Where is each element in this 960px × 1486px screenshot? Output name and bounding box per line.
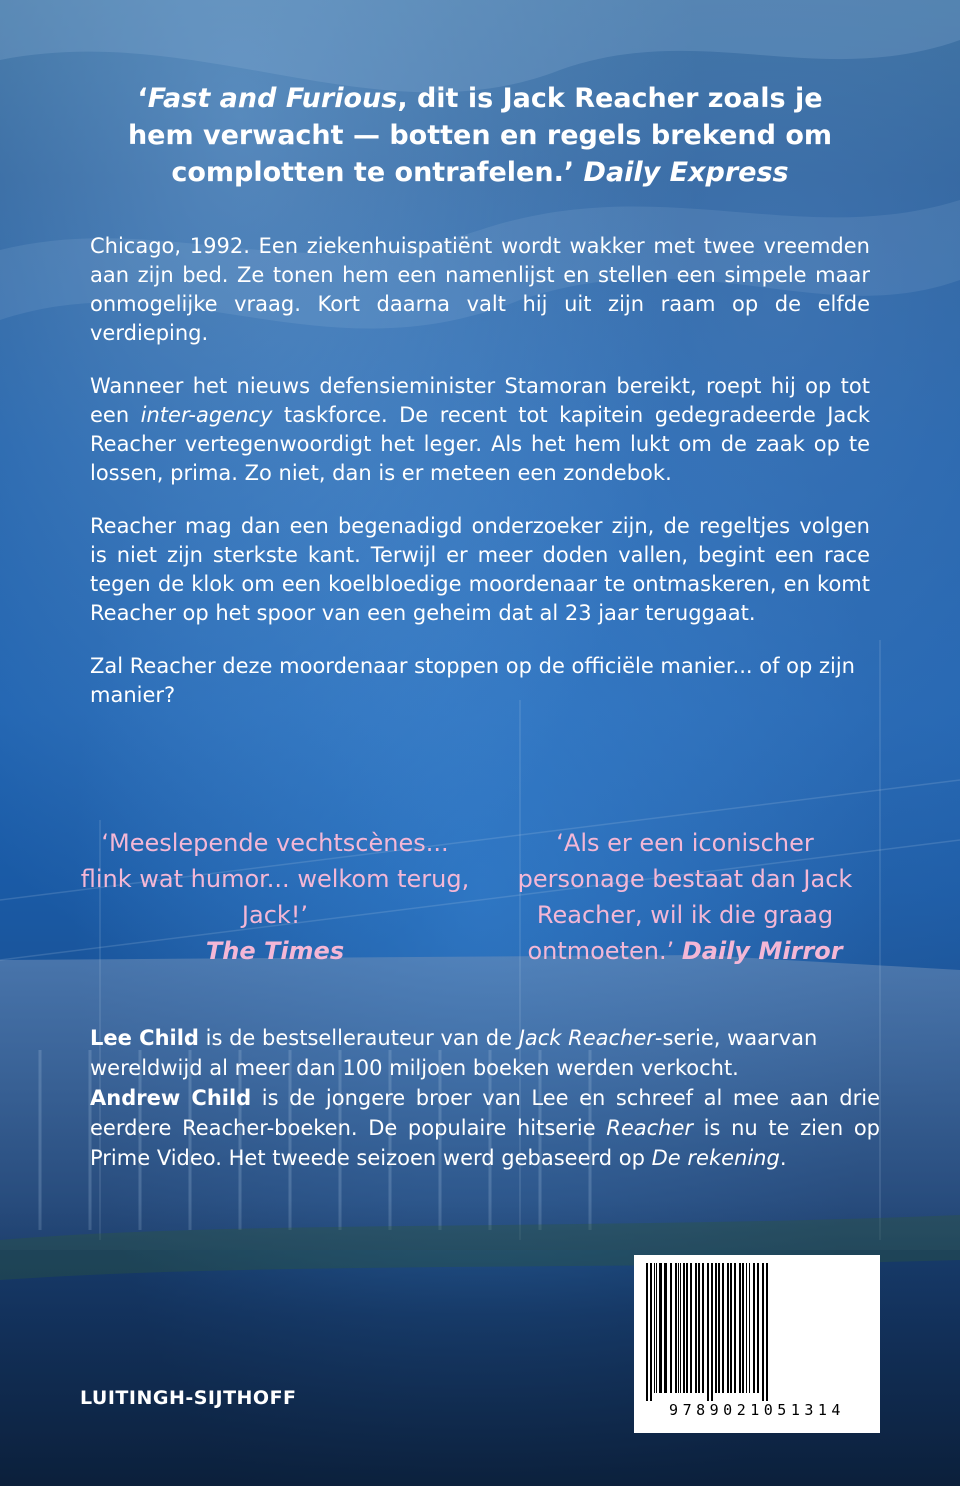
bio-text: -serie, waarvan wereldwijd al meer dan 100 miljoen boeken werden verkocht. <box>90 1026 818 1080</box>
barcode-bar <box>664 1263 667 1393</box>
barcode-bar <box>739 1263 741 1393</box>
pull-quote-source: The Times <box>205 937 345 965</box>
barcode-bar <box>727 1263 729 1393</box>
barcode-bar <box>722 1263 724 1393</box>
barcode-bar <box>683 1263 685 1393</box>
series-title: Jack Reacher <box>518 1026 655 1050</box>
barcode-bar <box>718 1263 720 1393</box>
barcode-bar <box>695 1263 697 1393</box>
barcode-bars <box>644 1263 870 1401</box>
barcode-bar <box>730 1263 732 1393</box>
synopsis <box>90 232 870 734</box>
top-quote-source: Daily Express <box>583 157 789 188</box>
barcode-bar <box>690 1263 692 1393</box>
author-bio-andrew <box>90 1083 880 1173</box>
top-quote-title: Fast and Furious <box>147 83 398 114</box>
publisher-logo: LUITINGH-SIJTHOFF <box>80 1387 297 1409</box>
barcode-bar <box>749 1263 750 1393</box>
show-title: Reacher <box>606 1116 694 1140</box>
barcode-bar <box>698 1263 700 1393</box>
barcode-bar <box>715 1263 717 1393</box>
synopsis-paragraph-2-italic: inter-agency <box>140 403 273 427</box>
barcode-bar <box>757 1263 759 1393</box>
barcode-bar <box>746 1263 747 1393</box>
barcode-bar <box>678 1263 679 1393</box>
pull-quote-text: ‘Als er een iconischer personage bestaat dan Jack Reacher, wil ik die graag ontmoeten.’ <box>517 829 853 965</box>
barcode-bar <box>646 1263 648 1401</box>
synopsis-paragraph-3: Reacher mag dan een begenadigd onderzoeker zijn, de regeltjes volgen is niet zijn sterkste kant. Terwijl er meer doden vallen, begint een race tegen de klok om een koelbloedige moordenaar te ontmaskeren, en komt Reacher op het spoor van een geheim dat al 23 jaar teruggaat. <box>90 514 870 625</box>
synopsis-paragraph-2 <box>90 372 870 488</box>
bio-text: . <box>779 1146 787 1170</box>
barcode-bar <box>680 1263 681 1393</box>
barcode-bar <box>753 1263 755 1393</box>
barcode-bar <box>650 1263 652 1401</box>
barcode-bar <box>711 1263 713 1401</box>
author-name: Lee Child <box>90 1026 199 1050</box>
pull-quote-source: Daily Mirror <box>681 937 843 965</box>
synopsis-paragraph-2-text-after: taskforce. De recent tot kapitein gedegradeerde Jack Reacher vertegenwoordigt het leger. Als het hem lukt om de zaak op te lossen, prima. Zo niet, dan is er meteen een zondebok. <box>90 403 870 485</box>
barcode-bar <box>742 1263 744 1393</box>
barcode-bar <box>659 1263 662 1393</box>
barcode-bar <box>686 1263 688 1393</box>
book-title: De rekening <box>651 1146 780 1170</box>
isbn-number: 9789021051314 <box>669 1401 845 1419</box>
synopsis-paragraph-1: Chicago, 1992. Een ziekenhuispatiënt wordt wakker met twee vreemden aan zijn bed. Ze tonen hem een namenlijst en stellen een simpele maar onmogelijke vraag. Kort daarna valt hij uit zijn raam op de elfde verdieping. <box>90 234 870 345</box>
pull-quote-mirror <box>490 825 880 969</box>
author-bio <box>90 1023 880 1173</box>
bio-text: is de jongere broer van Lee en schreef al mee aan drie eerdere Reacher-boeken. De populaire hitserie <box>90 1086 881 1140</box>
pull-quote-text: ‘Meeslepende vechtscènes... flink wat humor... welkom terug, Jack!’ <box>80 829 470 929</box>
barcode-bar <box>762 1263 764 1401</box>
barcode-bar <box>654 1263 655 1393</box>
barcode-bar <box>656 1263 657 1393</box>
barcode-bar <box>707 1263 709 1401</box>
top-quote-text: , dit is Jack Reacher zoals je hem verwacht — botten en regels brekend om complotten te ontrafelen. <box>127 83 833 188</box>
barcode-bar <box>670 1263 672 1393</box>
isbn-barcode <box>634 1255 880 1433</box>
synopsis-paragraph-4: Zal Reacher deze moordenaar stoppen op de officiële manier... of op zijn manier? <box>90 654 855 707</box>
barcode-bar <box>675 1263 677 1393</box>
top-quote: ‘Fast and Furious, dit is Jack Reacher zoals je hem verwacht — botten en regels brekend om complotten te ontrafelen.’ Daily Express <box>127 83 833 188</box>
barcode-bar <box>702 1263 704 1393</box>
author-name: Andrew Child <box>90 1086 252 1110</box>
barcode-bar <box>766 1263 768 1401</box>
bio-text: is de bestsellerauteur van de <box>198 1026 519 1050</box>
barcode-bar <box>734 1263 736 1393</box>
bio-text: is nu te zien op Prime Video. Het tweede seizoen werd gebaseerd op <box>90 1116 880 1170</box>
author-bio-lee <box>90 1023 880 1083</box>
pull-quote-times <box>80 825 470 969</box>
synopsis-paragraph-2-text: Wanneer het nieuws defensieminister Stamoran bereikt, roept hij op tot een <box>90 374 870 427</box>
